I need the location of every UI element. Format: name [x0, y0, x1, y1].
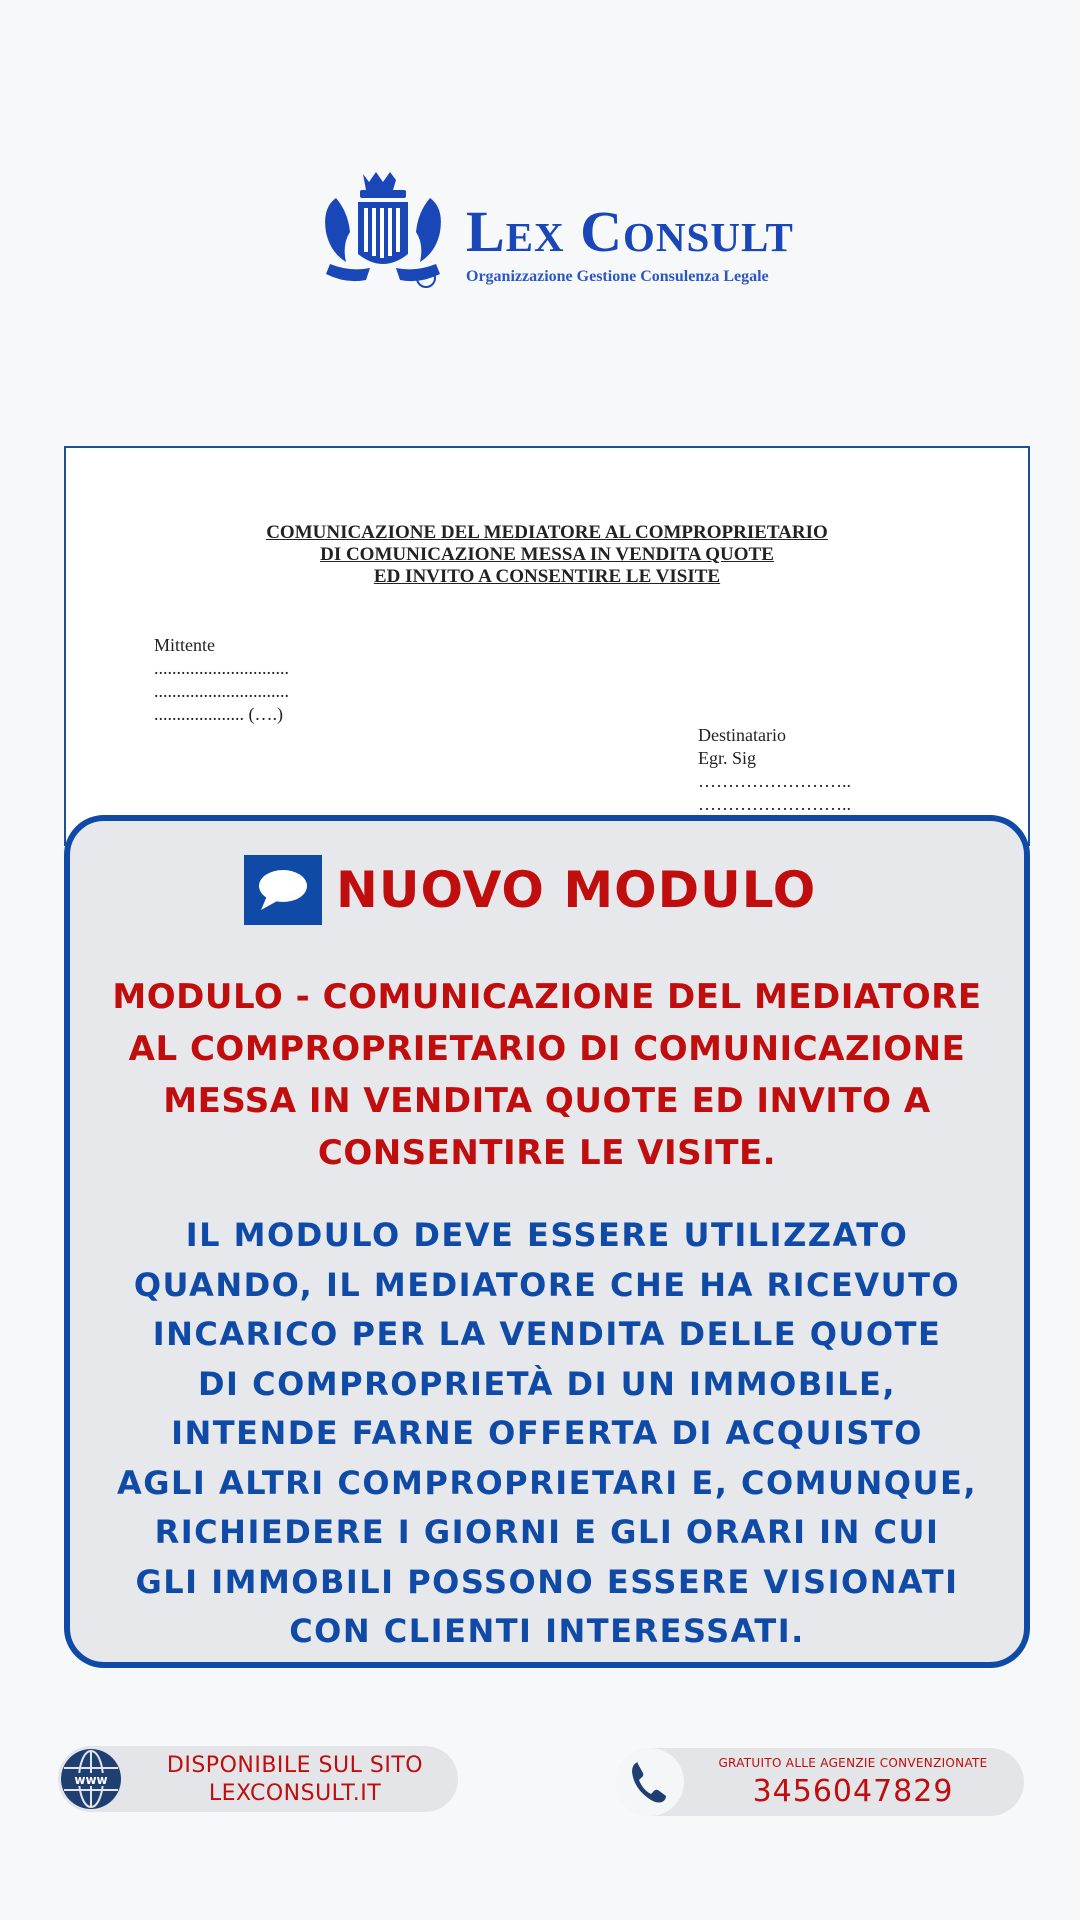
module-title-line: MESSA IN VENDITA QUOTE ED INVITO A — [163, 1081, 931, 1121]
document-title-line: COMUNICAZIONE DEL MEDIATORE AL COMPROPRIETARIO — [266, 522, 828, 543]
globe-www-icon — [58, 1746, 124, 1812]
badge-title: NUOVO MODULO — [336, 861, 817, 919]
sender-line: .............................. — [154, 658, 289, 678]
description-line: RICHIEDERE I GIORNI E GLI ORARI IN CUI — [154, 1513, 940, 1551]
document-title-line: ED INVITO A CONSENTIRE LE VISITE — [373, 566, 721, 587]
description-line: QUANDO, IL MEDIATORE CHE HA RICEVUTO — [133, 1265, 961, 1304]
sender-line: .............................. — [154, 681, 289, 701]
sender-line: .................... (….) — [154, 704, 283, 724]
module-title-line: CONSENTIRE LE VISITE. — [317, 1133, 777, 1173]
phone-pill[interactable] — [616, 1748, 1024, 1816]
coat-of-arms-icon — [318, 168, 448, 298]
recipient-block — [698, 724, 851, 816]
document-preview — [64, 446, 1030, 846]
info-card — [64, 815, 1030, 1668]
phone-number[interactable]: 3456047829 — [752, 1774, 954, 1809]
website-pill[interactable] — [58, 1746, 458, 1812]
description-line: AGLI ALTRI COMPROPRIETARI E, COMUNQUE, — [117, 1463, 977, 1502]
logo-subtitle: Organizzazione Gestione Consulenza Legale — [466, 268, 769, 285]
recipient-line: …………………….. — [698, 771, 851, 791]
module-title-line: MODULO - COMUNICAZIONE DEL MEDIATORE — [112, 977, 982, 1017]
website-line: DISPONIBILE SUL SITO — [166, 1753, 424, 1778]
phone-icon — [616, 1748, 684, 1816]
website-text — [142, 1752, 448, 1808]
recipient-label: Destinatario — [698, 725, 786, 745]
sender-block — [154, 634, 289, 726]
document-title-line: DI COMUNICAZIONE MESSA IN VENDITA QUOTE — [320, 544, 774, 565]
speech-bubble-icon — [244, 855, 322, 925]
svg-text:www: www — [74, 1773, 108, 1787]
recipient-line: …………………….. — [698, 794, 851, 814]
description-line: IL MODULO DEVE ESSERE UTILIZZATO — [185, 1216, 909, 1254]
description-line: INCARICO PER LA VENDITA DELLE QUOTE — [152, 1315, 942, 1353]
module-description — [70, 1211, 1024, 1657]
description-line: GLI IMMOBILI POSSONO ESSERE VISIONATI — [135, 1562, 959, 1601]
logo-title: Lex Consult — [466, 199, 794, 264]
website-url[interactable]: LEXCONSULT.IT — [208, 1781, 382, 1806]
recipient-salutation: Egr. Sig — [698, 748, 757, 768]
module-title-line: AL COMPROPRIETARIO DI COMUNICAZIONE — [128, 1029, 966, 1069]
document-title — [66, 522, 1028, 588]
description-line: CON CLIENTI INTERESSATI. — [289, 1612, 805, 1650]
lex-consult-logo — [318, 168, 794, 298]
new-module-badge — [244, 855, 816, 925]
description-line: INTENDE FARNE OFFERTA DI ACQUISTO — [171, 1414, 923, 1452]
module-title — [70, 971, 1024, 1179]
sender-label: Mittente — [154, 635, 215, 655]
description-line: DI COMPROPRIETÀ DI UN IMMOBILE, — [197, 1364, 897, 1403]
phone-note: GRATUITO ALLE AGENZIE CONVENZIONATE — [718, 1756, 988, 1770]
